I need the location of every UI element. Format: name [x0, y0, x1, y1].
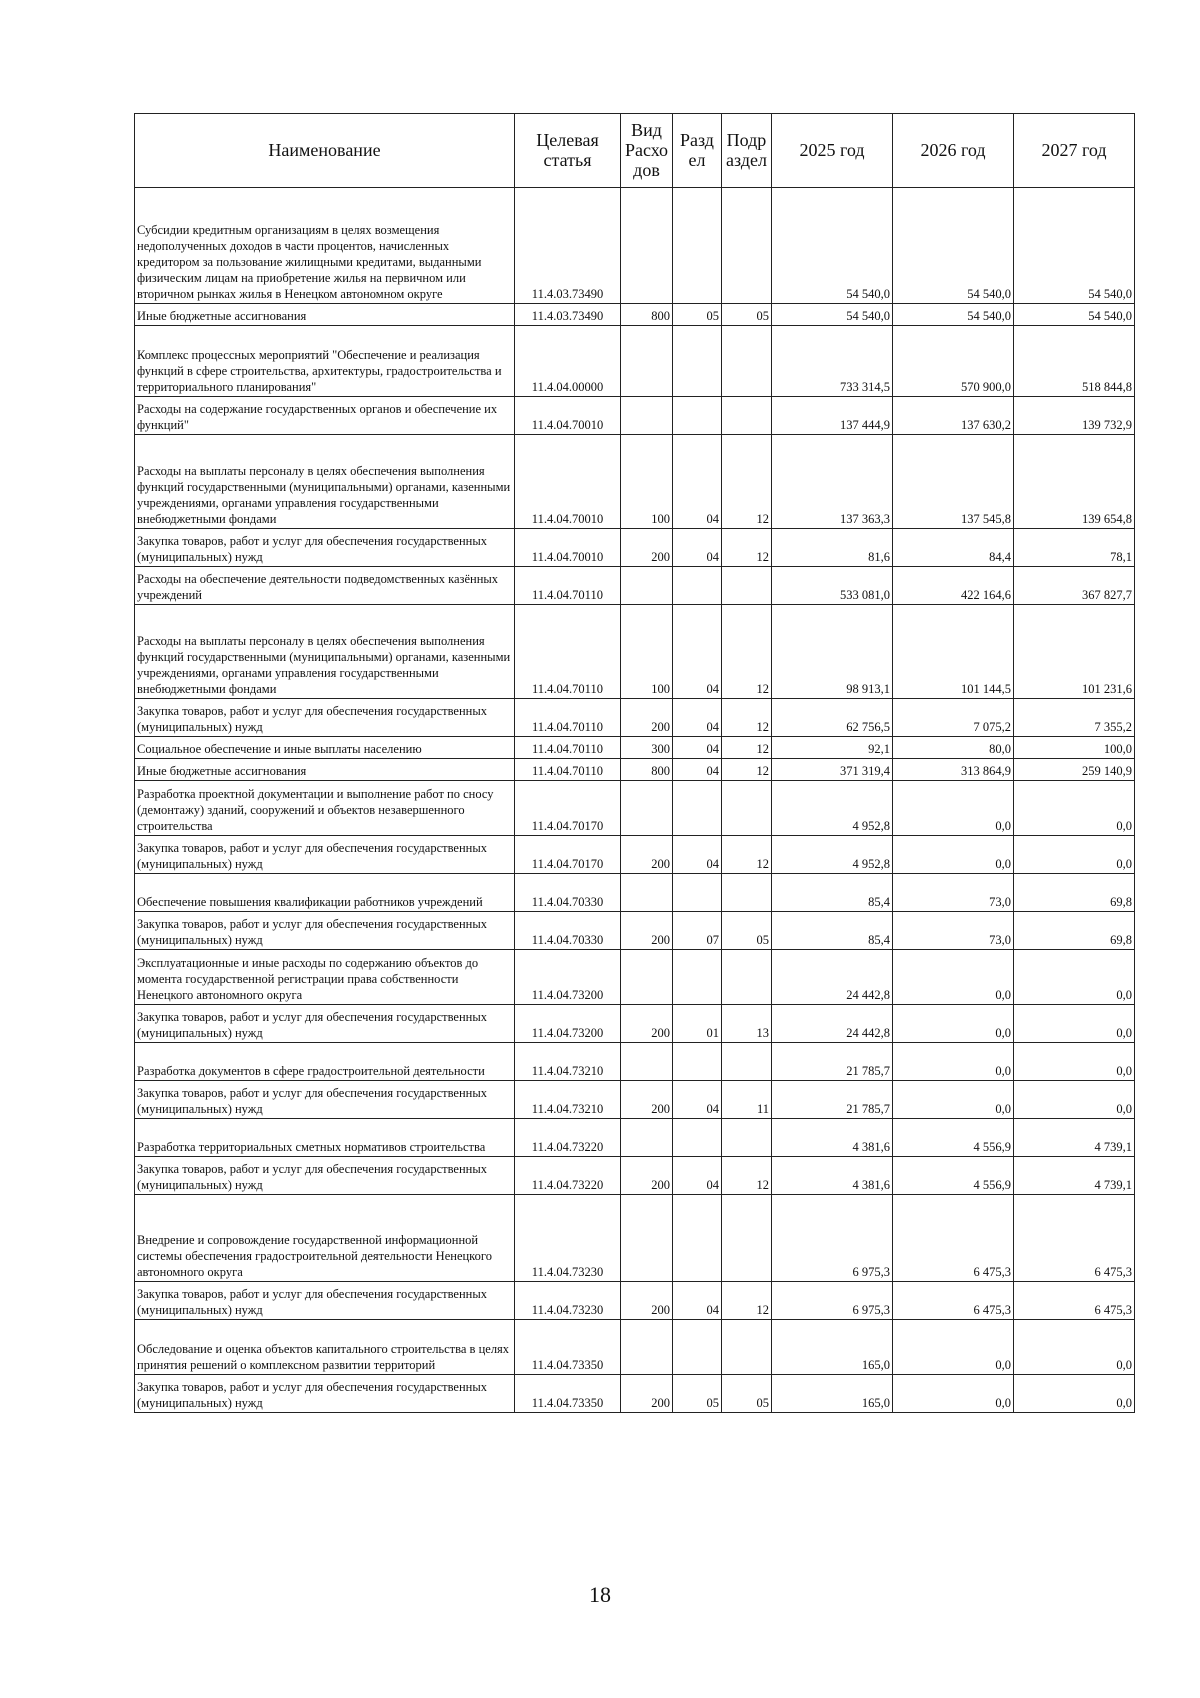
row-name: Субсидии кредитным организациям в целях возмещения недополученных доходов в части процентов, начисленных кредитором за пользование жилищными кредитами, выданными физическим лицам на приобретение жилья на первичном или вторичном рынках жилья в Ненецком автономном округе	[135, 188, 515, 304]
row-2025: 4 381,6	[772, 1157, 893, 1195]
row-razdel: 04	[673, 1282, 722, 1320]
header-name: Наименование	[135, 114, 515, 188]
row-name: Обследование и оценка объектов капитального строительства в целях принятия решений о комплексном развитии территорий	[135, 1320, 515, 1375]
row-razdel	[673, 781, 722, 836]
row-target-code: 11.4.04.70170	[515, 781, 621, 836]
row-podrazdel: 12	[722, 605, 772, 699]
row-2026: 422 164,6	[893, 567, 1014, 605]
row-target-code: 11.4.04.70010	[515, 435, 621, 529]
row-podrazdel	[722, 950, 772, 1005]
row-vid	[621, 326, 673, 397]
row-2026: 137 545,8	[893, 435, 1014, 529]
row-podrazdel: 13	[722, 1005, 772, 1043]
table-row	[135, 304, 1135, 326]
row-vid	[621, 1195, 673, 1282]
table-body	[135, 188, 1135, 1413]
row-2026: 0,0	[893, 836, 1014, 874]
row-2025: 85,4	[772, 874, 893, 912]
row-2027: 0,0	[1014, 836, 1135, 874]
table-row	[135, 699, 1135, 737]
header-podrazdel: Подр аздел	[722, 114, 772, 188]
row-name: Расходы на выплаты персоналу в целях обеспечения выполнения функций государственными (муниципальными) органами, казенными учреждениями, органами управления государственными внебюджетными фондами	[135, 435, 515, 529]
row-target-code: 11.4.04.70110	[515, 759, 621, 781]
row-target-code: 11.4.04.73200	[515, 1005, 621, 1043]
row-2026: 0,0	[893, 1005, 1014, 1043]
row-name: Разработка проектной документации и выполнение работ по сносу (демонтажу) зданий, сооружений и объектов незавершенного строительства	[135, 781, 515, 836]
row-name: Закупка товаров, работ и услуг для обеспечения государственных (муниципальных) нужд	[135, 1081, 515, 1119]
row-podrazdel: 05	[722, 304, 772, 326]
row-2025: 54 540,0	[772, 304, 893, 326]
row-razdel	[673, 326, 722, 397]
row-2025: 81,6	[772, 529, 893, 567]
row-2027: 0,0	[1014, 1081, 1135, 1119]
row-podrazdel	[722, 326, 772, 397]
row-razdel: 04	[673, 605, 722, 699]
row-target-code: 11.4.04.73210	[515, 1043, 621, 1081]
row-name: Обеспечение повышения квалификации работников учреждений	[135, 874, 515, 912]
row-vid	[621, 567, 673, 605]
row-name: Закупка товаров, работ и услуг для обеспечения государственных (муниципальных) нужд	[135, 1157, 515, 1195]
row-2027: 259 140,9	[1014, 759, 1135, 781]
row-2027: 4 739,1	[1014, 1157, 1135, 1195]
row-target-code: 11.4.04.70110	[515, 737, 621, 759]
row-target-code: 11.4.04.73230	[515, 1195, 621, 1282]
row-vid: 200	[621, 912, 673, 950]
row-razdel: 04	[673, 836, 722, 874]
row-podrazdel: 12	[722, 759, 772, 781]
row-razdel	[673, 874, 722, 912]
table-row	[135, 737, 1135, 759]
row-target-code: 11.4.03.73490	[515, 304, 621, 326]
table-row	[135, 1375, 1135, 1413]
row-target-code: 11.4.04.70110	[515, 699, 621, 737]
row-name: Закупка товаров, работ и услуг для обеспечения государственных (муниципальных) нужд	[135, 1005, 515, 1043]
row-vid	[621, 1119, 673, 1157]
row-razdel: 04	[673, 435, 722, 529]
row-podrazdel: 12	[722, 737, 772, 759]
table-row	[135, 836, 1135, 874]
row-name: Эксплуатационные и иные расходы по содержанию объектов до момента государственной регистрации права собственности Ненецкого автономного округа	[135, 950, 515, 1005]
row-name: Закупка товаров, работ и услуг для обеспечения государственных (муниципальных) нужд	[135, 699, 515, 737]
row-razdel: 05	[673, 304, 722, 326]
row-podrazdel	[722, 1195, 772, 1282]
row-2025: 4 381,6	[772, 1119, 893, 1157]
row-vid: 200	[621, 836, 673, 874]
row-2025: 137 363,3	[772, 435, 893, 529]
row-vid: 200	[621, 529, 673, 567]
row-vid: 200	[621, 699, 673, 737]
row-vid: 300	[621, 737, 673, 759]
row-2026: 84,4	[893, 529, 1014, 567]
row-razdel	[673, 567, 722, 605]
row-name: Расходы на обеспечение деятельности подведомственных казённых учреждений	[135, 567, 515, 605]
row-2027: 367 827,7	[1014, 567, 1135, 605]
budget-table	[134, 113, 1135, 1413]
row-razdel: 07	[673, 912, 722, 950]
table-row	[135, 529, 1135, 567]
row-vid	[621, 781, 673, 836]
row-podrazdel: 05	[722, 1375, 772, 1413]
row-2025: 24 442,8	[772, 1005, 893, 1043]
row-2027: 0,0	[1014, 1375, 1135, 1413]
table-header-row	[135, 114, 1135, 188]
row-target-code: 11.4.04.73230	[515, 1282, 621, 1320]
row-2026: 54 540,0	[893, 188, 1014, 304]
row-2025: 92,1	[772, 737, 893, 759]
row-razdel	[673, 950, 722, 1005]
row-2027: 0,0	[1014, 1320, 1135, 1375]
row-name: Закупка товаров, работ и услуг для обеспечения государственных (муниципальных) нужд	[135, 1375, 515, 1413]
row-podrazdel	[722, 397, 772, 435]
row-podrazdel	[722, 188, 772, 304]
row-razdel: 04	[673, 1157, 722, 1195]
row-vid: 800	[621, 759, 673, 781]
row-name: Расходы на содержание государственных органов и обеспечение их функций"	[135, 397, 515, 435]
row-vid: 200	[621, 1005, 673, 1043]
row-name: Иные бюджетные ассигнования	[135, 304, 515, 326]
row-vid: 200	[621, 1282, 673, 1320]
row-target-code: 11.4.04.70170	[515, 836, 621, 874]
row-2027: 4 739,1	[1014, 1119, 1135, 1157]
row-podrazdel: 12	[722, 529, 772, 567]
row-podrazdel: 12	[722, 699, 772, 737]
row-2027: 6 475,3	[1014, 1282, 1135, 1320]
row-razdel	[673, 188, 722, 304]
row-2025: 6 975,3	[772, 1195, 893, 1282]
row-name: Закупка товаров, работ и услуг для обеспечения государственных (муниципальных) нужд	[135, 912, 515, 950]
table-row	[135, 1282, 1135, 1320]
header-2026: 2026 год	[893, 114, 1014, 188]
row-name: Закупка товаров, работ и услуг для обеспечения государственных (муниципальных) нужд	[135, 836, 515, 874]
row-razdel	[673, 1195, 722, 1282]
header-razdel: Разд ел	[673, 114, 722, 188]
row-2025: 165,0	[772, 1375, 893, 1413]
row-2027: 0,0	[1014, 950, 1135, 1005]
row-2027: 78,1	[1014, 529, 1135, 567]
row-2027: 0,0	[1014, 1043, 1135, 1081]
row-2026: 0,0	[893, 781, 1014, 836]
row-2026: 313 864,9	[893, 759, 1014, 781]
row-razdel: 04	[673, 737, 722, 759]
row-vid: 200	[621, 1081, 673, 1119]
header-2025: 2025 год	[772, 114, 893, 188]
row-2027: 54 540,0	[1014, 304, 1135, 326]
row-target-code: 11.4.04.73350	[515, 1375, 621, 1413]
header-2027: 2027 год	[1014, 114, 1135, 188]
row-podrazdel	[722, 1043, 772, 1081]
row-target-code: 11.4.04.73200	[515, 950, 621, 1005]
row-2026: 73,0	[893, 912, 1014, 950]
row-razdel: 04	[673, 759, 722, 781]
row-vid: 800	[621, 304, 673, 326]
row-name: Социальное обеспечение и иные выплаты населению	[135, 737, 515, 759]
row-2025: 165,0	[772, 1320, 893, 1375]
row-2027: 0,0	[1014, 1005, 1135, 1043]
row-2026: 80,0	[893, 737, 1014, 759]
row-2025: 62 756,5	[772, 699, 893, 737]
table-row	[135, 950, 1135, 1005]
row-name: Иные бюджетные ассигнования	[135, 759, 515, 781]
row-target-code: 11.4.04.70010	[515, 397, 621, 435]
row-2027: 101 231,6	[1014, 605, 1135, 699]
row-2025: 4 952,8	[772, 836, 893, 874]
table-row	[135, 781, 1135, 836]
row-vid	[621, 397, 673, 435]
table-row	[135, 1081, 1135, 1119]
row-vid: 100	[621, 605, 673, 699]
row-2025: 21 785,7	[772, 1081, 893, 1119]
row-2026: 7 075,2	[893, 699, 1014, 737]
row-2026: 4 556,9	[893, 1157, 1014, 1195]
row-name: Разработка территориальных сметных нормативов строительства	[135, 1119, 515, 1157]
table-row	[135, 874, 1135, 912]
row-razdel: 05	[673, 1375, 722, 1413]
row-2025: 85,4	[772, 912, 893, 950]
table-row	[135, 1195, 1135, 1282]
row-2026: 0,0	[893, 1081, 1014, 1119]
row-vid: 100	[621, 435, 673, 529]
row-2025: 533 081,0	[772, 567, 893, 605]
row-name: Закупка товаров, работ и услуг для обеспечения государственных (муниципальных) нужд	[135, 1282, 515, 1320]
row-2027: 54 540,0	[1014, 188, 1135, 304]
row-2025: 137 444,9	[772, 397, 893, 435]
row-2027: 7 355,2	[1014, 699, 1135, 737]
table-row	[135, 1320, 1135, 1375]
row-name: Комплекс процессных мероприятий "Обеспечение и реализация функций в сфере строительства, архитектуры, градостроительства и территориального планирования"	[135, 326, 515, 397]
row-razdel: 04	[673, 699, 722, 737]
row-2027: 0,0	[1014, 781, 1135, 836]
table-row	[135, 435, 1135, 529]
row-vid: 200	[621, 1375, 673, 1413]
row-target-code: 11.4.04.70010	[515, 529, 621, 567]
row-2025: 21 785,7	[772, 1043, 893, 1081]
row-vid	[621, 1320, 673, 1375]
row-2027: 69,8	[1014, 874, 1135, 912]
row-razdel	[673, 1119, 722, 1157]
row-target-code: 11.4.04.70110	[515, 605, 621, 699]
row-2025: 4 952,8	[772, 781, 893, 836]
table-row	[135, 1005, 1135, 1043]
table-row	[135, 1119, 1135, 1157]
row-podrazdel	[722, 567, 772, 605]
row-podrazdel	[722, 781, 772, 836]
table-row	[135, 567, 1135, 605]
row-target-code: 11.4.03.73490	[515, 188, 621, 304]
row-2026: 4 556,9	[893, 1119, 1014, 1157]
row-target-code: 11.4.04.70330	[515, 912, 621, 950]
header-vid: Вид Расхо дов	[621, 114, 673, 188]
row-target-code: 11.4.04.73350	[515, 1320, 621, 1375]
row-2025: 24 442,8	[772, 950, 893, 1005]
row-podrazdel	[722, 1320, 772, 1375]
table-row	[135, 759, 1135, 781]
table-row	[135, 912, 1135, 950]
header-target: Целевая статья	[515, 114, 621, 188]
row-podrazdel: 12	[722, 836, 772, 874]
table-row	[135, 1157, 1135, 1195]
row-2026: 137 630,2	[893, 397, 1014, 435]
row-2026: 6 475,3	[893, 1195, 1014, 1282]
row-target-code: 11.4.04.73220	[515, 1157, 621, 1195]
row-vid	[621, 188, 673, 304]
table-row	[135, 326, 1135, 397]
row-2027: 6 475,3	[1014, 1195, 1135, 1282]
row-2027: 100,0	[1014, 737, 1135, 759]
row-razdel: 04	[673, 1081, 722, 1119]
row-razdel	[673, 1043, 722, 1081]
table-row	[135, 605, 1135, 699]
row-2026: 54 540,0	[893, 304, 1014, 326]
row-podrazdel	[722, 874, 772, 912]
row-target-code: 11.4.04.73210	[515, 1081, 621, 1119]
row-2026: 0,0	[893, 1375, 1014, 1413]
table-row	[135, 397, 1135, 435]
row-target-code: 11.4.04.70330	[515, 874, 621, 912]
row-vid	[621, 874, 673, 912]
row-name: Разработка документов в сфере градостроительной деятельности	[135, 1043, 515, 1081]
row-name: Закупка товаров, работ и услуг для обеспечения государственных (муниципальных) нужд	[135, 529, 515, 567]
page-number: 18	[589, 1582, 611, 1607]
row-2025: 54 540,0	[772, 188, 893, 304]
row-2027: 518 844,8	[1014, 326, 1135, 397]
row-2025: 371 319,4	[772, 759, 893, 781]
row-razdel: 01	[673, 1005, 722, 1043]
row-2025: 98 913,1	[772, 605, 893, 699]
row-2026: 73,0	[893, 874, 1014, 912]
row-podrazdel: 12	[722, 435, 772, 529]
row-2025: 733 314,5	[772, 326, 893, 397]
row-target-code: 11.4.04.70110	[515, 567, 621, 605]
row-2026: 101 144,5	[893, 605, 1014, 699]
row-2027: 69,8	[1014, 912, 1135, 950]
row-target-code: 11.4.04.73220	[515, 1119, 621, 1157]
row-2026: 6 475,3	[893, 1282, 1014, 1320]
row-2026: 570 900,0	[893, 326, 1014, 397]
row-podrazdel: 11	[722, 1081, 772, 1119]
row-podrazdel: 05	[722, 912, 772, 950]
row-vid	[621, 1043, 673, 1081]
row-vid	[621, 950, 673, 1005]
row-razdel	[673, 397, 722, 435]
row-podrazdel: 12	[722, 1282, 772, 1320]
table-row	[135, 188, 1135, 304]
table-row	[135, 1043, 1135, 1081]
row-razdel	[673, 1320, 722, 1375]
row-2026: 0,0	[893, 1043, 1014, 1081]
row-2025: 6 975,3	[772, 1282, 893, 1320]
row-2027: 139 732,9	[1014, 397, 1135, 435]
row-2026: 0,0	[893, 1320, 1014, 1375]
row-podrazdel	[722, 1119, 772, 1157]
row-2027: 139 654,8	[1014, 435, 1135, 529]
row-target-code: 11.4.04.00000	[515, 326, 621, 397]
row-name: Расходы на выплаты персоналу в целях обеспечения выполнения функций государственными (муниципальными) органами, казенными учреждениями, органами управления государственными внебюджетными фондами	[135, 605, 515, 699]
row-razdel: 04	[673, 529, 722, 567]
row-vid: 200	[621, 1157, 673, 1195]
row-podrazdel: 12	[722, 1157, 772, 1195]
row-name: Внедрение и сопровождение государственной информационной системы обеспечения градостроительной деятельности Ненецкого автономного округа	[135, 1195, 515, 1282]
row-2026: 0,0	[893, 950, 1014, 1005]
